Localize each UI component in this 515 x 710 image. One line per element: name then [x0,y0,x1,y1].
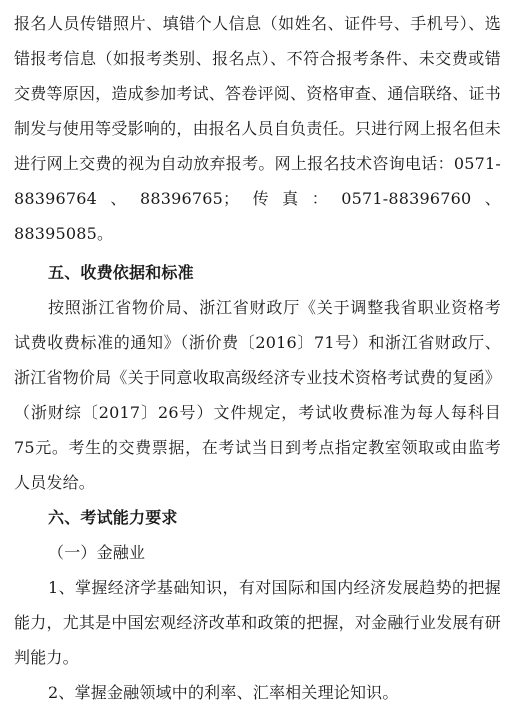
section-heading-fees: 五、收费依据和标准 [48,263,194,282]
section-heading-exam-ability: 六、考试能力要求 [48,508,178,527]
paragraph-fee-basis: 按照浙江省物价局、浙江省财政厅《关于调整我省职业资格考试费收费标准的通知》（浙价费〔2016〕71号）和浙江省财政厅、浙江省物价局《关于同意收取高级经济专业技术资格考试费的复函》（浙财综〔2017〕26号）文件规定，考试收费标准为每人每科目75元。考生的交费票据，在考试当日到考点指定教室领取或由监考人员发给。 [14,298,501,492]
paragraph-registration-responsibility: 报名人员传错照片、填错个人信息（如姓名、证件号、手机号）、选错报考信息（如报考类别、报名点）、不符合报考条件、未交费或错交费等原因，造成参加考试、答卷评阅、资格审查、通信联络、证书制发与使用等受影响的，由报名人员自负责任。只进行网上报名但未进行网上交费的视为自动放弃报考。网上报名技术咨询电话：0571-88396764、88396765；传真：0571-88396760、88395085。 [14,14,501,243]
subsection-heading-finance: （一）金融业 [48,543,146,562]
list-item-requirement-2: 2、掌握金融领域中的利率、汇率相关理论知识。 [48,683,399,702]
list-item-requirement-1: 1、掌握经济学基础知识，有对国际和国内经济发展趋势的把握能力，尤其是中国宏观经济改革和政策的把握，对金融行业发展有研判能力。 [14,578,501,667]
